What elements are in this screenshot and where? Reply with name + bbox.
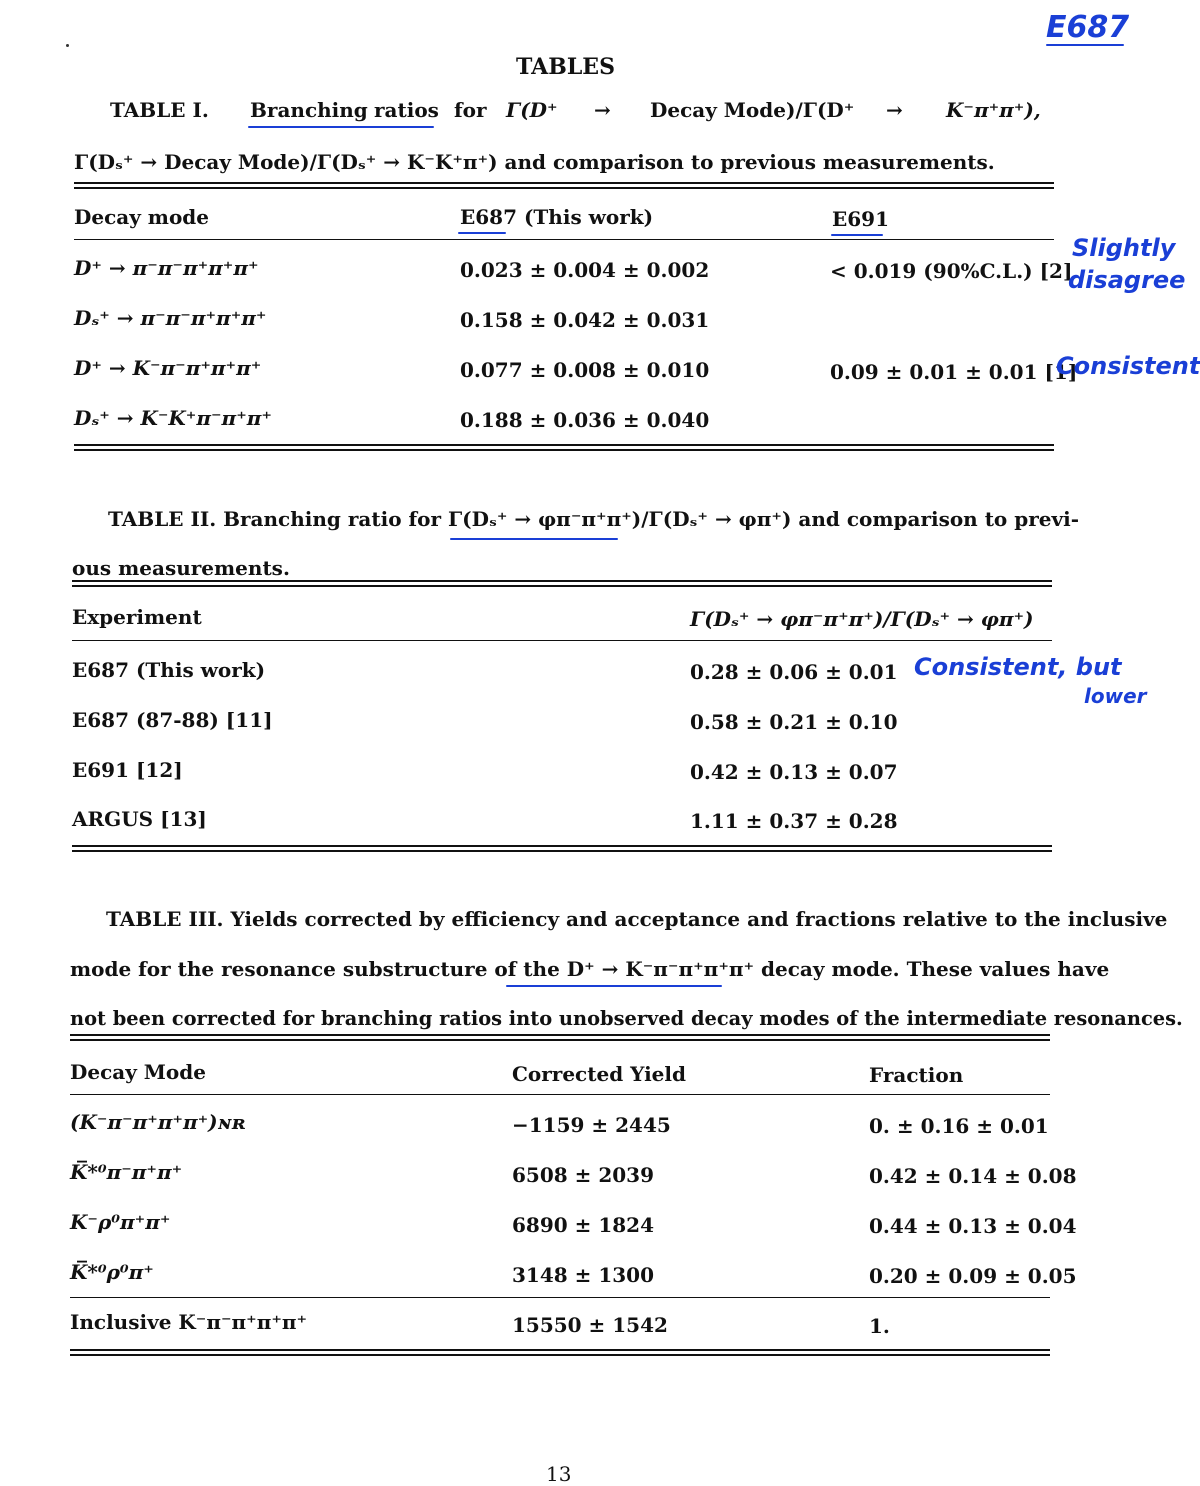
table3-row-mode: K̅*⁰π⁻π⁺π⁺ [70,1160,183,1184]
table2-header-rule [72,640,1052,641]
table1-header-decay-mode: Decay mode [74,205,209,229]
table2-bottom-rule-b [72,850,1052,852]
handwritten-underline [1046,44,1124,46]
table2-row-experiment: E691 [12] [72,758,183,782]
table3-row-yield: −1159 ± 2445 [512,1113,671,1137]
table1-row-e687: 0.077 ± 0.008 ± 0.010 [460,358,710,382]
table3-row-fraction: 0.44 ± 0.13 ± 0.04 [869,1214,1077,1238]
table1-row-e691: 0.09 ± 0.01 ± 0.01 [1] [830,360,1078,384]
table3-row-yield: 6508 ± 2039 [512,1163,655,1187]
table3-row-yield: 3148 ± 1300 [512,1263,655,1287]
table2-top-rule-a [72,580,1052,582]
table1-row-mode: D⁺ → π⁻π⁻π⁺π⁺π⁺ [74,256,259,280]
table1-row-mode: Dₛ⁺ → K⁻K⁺π⁻π⁺π⁺ [74,406,272,430]
table1-header-rule [74,239,1054,240]
table3-header-decay-mode: Decay Mode [70,1060,206,1084]
table1-row-e687: 0.023 ± 0.004 ± 0.002 [460,258,710,282]
table2-row-experiment: E687 (This work) [72,658,266,682]
table1-caption-line2: Γ(Dₛ⁺ → Decay Mode)/Γ(Dₛ⁺ → K⁻K⁺π⁺) and comparison to previous measurements. [74,150,995,174]
table3-row-yield: 6890 ± 1824 [512,1213,655,1237]
table2-row-experiment: E687 (87-88) [11] [72,708,273,732]
underline-e691-header [831,234,883,236]
table1-bottom-rule-b [74,449,1054,451]
table1-top-rule-b [74,187,1054,189]
table1-row-mode: Dₛ⁺ → π⁻π⁻π⁺π⁺π⁺ [74,306,267,330]
handwritten-note-lower: lower [1084,684,1147,708]
table2-header-experiment: Experiment [72,605,202,629]
table3-caption-line3: not been corrected for branching ratios into unobserved decay modes of the intermediate resonances. [70,1007,1183,1030]
table2-caption-line1: TABLE II. Branching ratio for Γ(Dₛ⁺ → φπ⁻π⁺π⁺)/Γ(Dₛ⁺ → φπ⁺) and comparison to previ- [108,507,1079,531]
underline-branching-ratios [248,126,434,128]
table3-top-rule-b [70,1039,1050,1041]
table2-row-value: 1.11 ± 0.37 ± 0.28 [690,809,898,833]
table3-header-fraction: Fraction [869,1063,964,1087]
table3-inclusive-mode: Inclusive K⁻π⁻π⁺π⁺π⁺ [70,1310,308,1334]
table2-row-value: 0.58 ± 0.21 ± 0.10 [690,710,898,734]
table3-bottom-rule-a [70,1349,1050,1351]
table2-caption-line2: ous measurements. [72,556,290,580]
page-heading: TABLES [516,54,615,80]
table3-top-rule-a [70,1034,1050,1036]
table1-row-e691: < 0.019 (90%C.L.) [2] [830,259,1073,283]
table1-row-e687: 0.158 ± 0.042 ± 0.031 [460,308,710,332]
table2-row-experiment: ARGUS [13] [72,807,207,831]
table3-inclusive-yield: 15550 ± 1542 [512,1313,668,1337]
table3-header-corrected-yield: Corrected Yield [512,1062,686,1086]
handwritten-note-disagree: disagree [1068,266,1186,294]
table2-header-ratio: Γ(Dₛ⁺ → φπ⁻π⁺π⁺)/Γ(Dₛ⁺ → φπ⁺) [690,607,1034,631]
handwritten-e687-label: E687 [1046,10,1130,45]
table2-row-value: 0.28 ± 0.06 ± 0.01 [690,660,898,684]
table3-caption-line1: TABLE III. Yields corrected by efficiency and acceptance and fractions relative to the inclusive [106,907,1168,931]
table2-top-rule-b [72,585,1052,587]
page-speck [66,44,69,47]
table2-row-value: 0.42 ± 0.13 ± 0.07 [690,760,898,784]
table1-row-e687: 0.188 ± 0.036 ± 0.040 [460,408,710,432]
table3-row-fraction: 0.42 ± 0.14 ± 0.08 [869,1164,1077,1188]
table3-inclusive-fraction: 1. [869,1314,890,1338]
page-number: 13 [546,1462,572,1486]
underline-table3-mode [506,985,722,987]
table3-row-fraction: 0. ± 0.16 ± 0.01 [869,1114,1049,1138]
table1-header-e687: E687 (This work) [460,205,654,229]
underline-table2-mode [450,538,618,540]
table3-row-mode: (K⁻π⁻π⁺π⁺π⁺)ɴʀ [70,1110,246,1134]
table1-top-rule-a [74,182,1054,184]
table3-inclusive-rule [70,1297,1050,1298]
table3-header-rule [70,1094,1050,1095]
handwritten-note-consistent: Consistent [1056,352,1200,380]
table3-row-mode: K̅*⁰ρ⁰π⁺ [70,1260,154,1284]
handwritten-note-slightly: Slightly [1072,234,1176,262]
table1-row-mode: D⁺ → K⁻π⁻π⁺π⁺π⁺ [74,356,262,380]
table3-row-fraction: 0.20 ± 0.09 ± 0.05 [869,1264,1077,1288]
table2-bottom-rule-a [72,845,1052,847]
table3-row-mode: K⁻ρ⁰π⁺π⁺ [70,1210,171,1234]
table3-bottom-rule-b [70,1354,1050,1356]
table1-header-e691: E691 [832,207,889,231]
table1-bottom-rule-a [74,444,1054,446]
underline-e687-header [458,232,506,234]
table3-caption-line2: mode for the resonance substructure of the D⁺ → K⁻π⁻π⁺π⁺π⁺ decay mode. These values have [70,957,1110,981]
handwritten-note-consistent-but: Consistent, but [914,653,1122,681]
